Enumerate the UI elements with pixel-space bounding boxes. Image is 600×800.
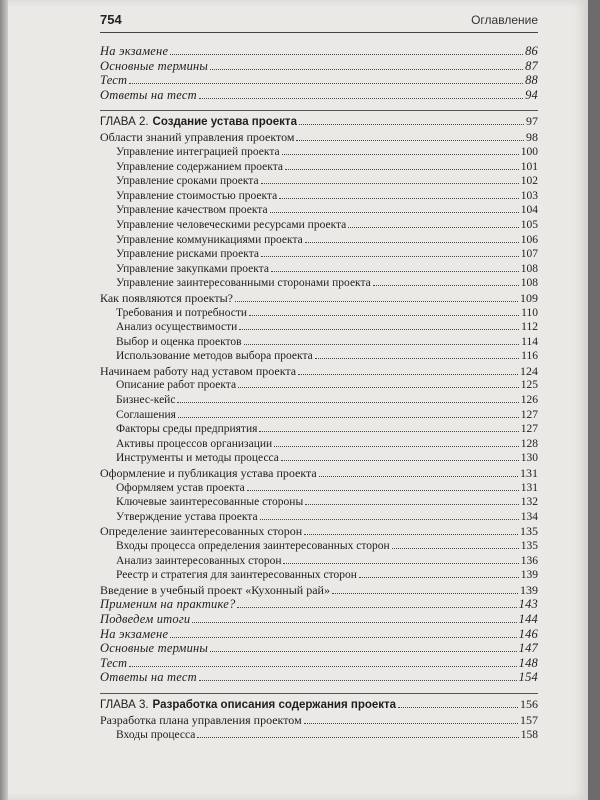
toc-entry [100,247,538,262]
toc-entry-label: Реестр и стратегия для заинтересованных сторон [116,569,357,582]
dot-leader [348,218,518,228]
toc-entry [100,583,538,598]
toc-page-number: 154 [518,670,538,685]
dot-leader [210,642,517,652]
dot-leader [259,422,518,432]
dot-leader [285,160,519,170]
toc-chapter-heading [100,693,538,713]
toc-page-number: 116 [521,350,538,363]
toc-entry [100,218,538,233]
toc-entry-label: Начинаем работу над уставом проекта [100,363,297,378]
toc-entry-label: Основные термины [100,58,209,73]
toc-entry-label: Бизнес-кейс [116,394,176,407]
toc-page-number: 108 [520,277,538,290]
toc-entry-label: Тест [100,655,128,670]
dot-leader [129,74,523,84]
toc-page-number: 134 [520,510,538,523]
dot-leader [244,335,520,345]
toc-page-number: 131 [520,481,538,494]
toc-page-number: 106 [520,233,538,246]
toc-entry [100,612,538,627]
dot-leader [129,657,516,667]
toc-page-number: 104 [520,204,538,217]
toc-entry-label: Требования и потребности [116,306,248,319]
toc-entry-label: Управление коммуникациями проекта [116,233,303,246]
toc-entry [100,189,538,204]
toc-page-number: 107 [520,248,538,261]
toc-entry [100,44,538,59]
toc-entry-label: Инструменты и методы процесса [116,452,279,465]
toc-entry-label: Управление закупками проекта [116,262,269,275]
toc-entry-label: Тест [100,73,128,88]
toc-entry-label: Входы процесса определения заинтересованных сторон [116,540,390,552]
toc-entry-label: Входы процесса [116,728,196,741]
toc-entry [100,364,538,379]
toc-page-number: 112 [521,321,538,334]
toc-entry [100,437,538,452]
toc-entry-label: Управление заинтересованными сторонами проекта [116,277,371,290]
toc-entry [100,656,538,671]
toc-entry [100,306,538,321]
toc-page-number: 108 [520,262,538,275]
dot-leader [199,89,523,99]
toc-page-number: 130 [520,452,538,465]
toc-entry-label: Управление содержанием проекта [116,160,283,173]
toc-entry-label: Описание работ проекта [116,379,237,392]
dot-leader [199,671,517,681]
dot-leader [260,510,519,520]
toc-page-number: 114 [521,335,538,348]
toc-page-number: 135 [520,524,538,539]
toc-entry-label: Введение в учебный проект «Кухонный рай» [100,582,330,597]
toc-entry [100,408,538,423]
header-rule [100,32,538,33]
toc-entry-label: Применим на практике? [100,597,236,612]
dot-leader [235,292,518,302]
toc-page-number: 127 [520,408,538,421]
dot-leader [359,568,519,578]
toc-page-number: 127 [520,423,538,436]
dot-leader [247,481,519,491]
dot-leader [304,525,518,535]
toc-page-number: 156 [520,696,538,711]
dot-leader [170,45,523,55]
page-number: 754 [100,12,122,27]
toc-entry-label: Управление интеграцией проекта [116,145,280,158]
dot-leader [373,276,519,286]
toc-entry [100,451,538,466]
toc-entry-label: Подведем итоги [100,611,191,626]
toc-entry [100,203,538,218]
page-header [100,12,538,27]
toc-entry [100,335,538,350]
toc-entry [100,568,538,583]
dot-leader [239,320,519,330]
dot-leader [192,613,516,623]
toc-entry-label: Управление человеческими ресурсами проекта [116,218,347,231]
toc-page-number: 103 [520,189,538,202]
toc-page-number: 97 [526,114,538,129]
toc-entry-label: Активы процессов организации [116,437,273,450]
toc-entry-label: Факторы среды предприятия [116,423,258,436]
toc-entry [100,276,538,291]
toc-entry-label: Управление сроками проекта [116,175,259,188]
spacer [100,685,538,689]
chapter-title: Разработка описания содержания проекта [152,698,397,711]
dot-leader [398,697,518,708]
dot-leader [281,451,519,461]
toc-page-number: 135 [520,540,538,552]
toc-entry [100,73,538,88]
toc-entry [100,320,538,335]
toc-entry [100,466,538,481]
toc-entry [100,262,538,277]
dot-leader [305,233,519,243]
toc-entry [100,160,538,175]
dot-leader [392,539,519,549]
toc-entry [100,349,538,364]
dot-leader [304,714,518,724]
toc-entry-label: Выбор и оценка проектов [116,335,242,348]
toc-entry [100,510,538,525]
dot-leader [197,728,518,738]
dot-leader [296,131,524,141]
toc-entry-label: Управление качеством проекта [116,204,268,217]
toc-page-number: 125 [520,379,538,392]
toc-page-number: 132 [520,496,538,509]
toc-entry-label: Соглашения [116,408,176,421]
toc-entry-label: На экзамене [100,626,169,641]
toc-entry [100,393,538,408]
chapter-number: ГЛАВА 3. [100,698,149,711]
dot-leader [299,114,524,125]
dot-leader [282,145,519,155]
toc-page-number: 94 [525,87,538,102]
toc-entry [100,88,538,103]
dot-leader [210,60,523,70]
toc-entry [100,174,538,189]
toc-page-number: 157 [520,712,538,727]
toc-page-number: 124 [520,363,538,378]
dot-leader [177,393,518,403]
toc-entry [100,233,538,248]
dot-leader [319,467,518,477]
dot-leader [271,262,519,272]
toc-entry [100,728,538,743]
toc-entry-label: Ответы на тест [100,87,197,102]
toc-entry-label: Ответы на тест [100,670,197,685]
toc-page-number: 109 [520,290,538,305]
toc-entry [100,597,538,612]
toc-entry [100,554,538,569]
dot-leader [178,408,519,418]
dot-leader [237,598,516,608]
dot-leader [274,437,519,447]
toc-entry [100,670,538,685]
toc-entry [100,130,538,145]
toc-page-number: 88 [525,73,538,88]
toc-page-number: 147 [518,641,538,656]
toc-page-number: 131 [520,466,538,481]
toc-entry [100,495,538,510]
toc-page-number: 98 [526,130,538,145]
toc-entry-label: Ключевые заинтересованные стороны [116,496,304,509]
toc-entry [100,378,538,393]
toc-entry-label: Анализ осуществимости [116,321,238,334]
toc-page-number: 102 [520,175,538,188]
toc-entry-label: Оформление и публикация устава проекта [100,466,317,481]
toc-page-number: 139 [520,569,538,582]
toc-entry-label: Области знаний управления проектом [100,130,295,145]
toc-page-number: 87 [525,58,538,73]
toc-entry [100,713,538,728]
toc-page-number: 139 [520,582,538,597]
dot-leader [298,365,518,375]
toc-page-number: 101 [520,160,538,173]
toc-entry [100,59,538,74]
toc-page-number: 110 [521,306,538,319]
toc-page-number: 148 [518,655,538,670]
running-title: Оглавление [471,13,538,27]
toc-entry-label: Оформляем устав проекта [116,481,245,494]
toc-entry [100,524,538,539]
dot-leader [170,628,516,638]
dot-leader [315,349,519,359]
toc-page-number: 143 [518,597,538,612]
chapter-number: ГЛАВА 2. [100,116,149,129]
toc-entry-label: Утверждение устава проекта [116,510,258,523]
toc-page-number: 158 [520,728,538,741]
toc-page-number: 100 [520,145,538,158]
toc-entry [100,539,538,554]
toc-entry-label: На экзамене [100,44,169,58]
toc-page-number: 128 [520,437,538,450]
dot-leader [270,203,519,213]
dot-leader [279,189,519,199]
dot-leader [249,306,519,316]
toc-entry-label: Анализ заинтересованных сторон [116,554,282,567]
toc-entry-label: Определение заинтересованных сторон [100,524,303,539]
toc-entry [100,291,538,306]
chapter-title: Создание устава проекта [152,116,297,129]
dot-leader [305,495,519,505]
toc-entry-label: Управление рисками проекта [116,248,259,261]
toc-page-number: 146 [518,626,538,641]
spacer [100,102,538,106]
toc-entry [100,422,538,437]
toc-entry-label: Управление стоимостью проекта [116,189,278,202]
toc-entry [100,641,538,656]
toc-page-number: 144 [518,611,538,626]
dot-leader [261,174,519,184]
toc-entry-label: Основные термины [100,641,209,656]
toc-page-number: 105 [520,218,538,231]
toc-entry [100,145,538,160]
toc-entry-label: Как появляются проекты? [100,290,233,305]
toc-entry [100,481,538,496]
dot-leader [283,554,518,564]
toc-entry [100,627,538,642]
toc-chapter-heading [100,110,538,130]
toc-page-number: 126 [520,394,538,407]
dot-leader [238,378,519,388]
toc-entry-label: Использование методов выбора проекта [116,350,313,363]
dot-leader [332,584,518,594]
toc-entry-label: Разработка плана управления проектом [100,712,302,727]
dot-leader [261,247,519,257]
toc-page-number: 86 [525,44,538,58]
toc-page-number: 136 [520,554,538,567]
page-spine-shadow [0,0,8,800]
table-of-contents [100,44,538,742]
